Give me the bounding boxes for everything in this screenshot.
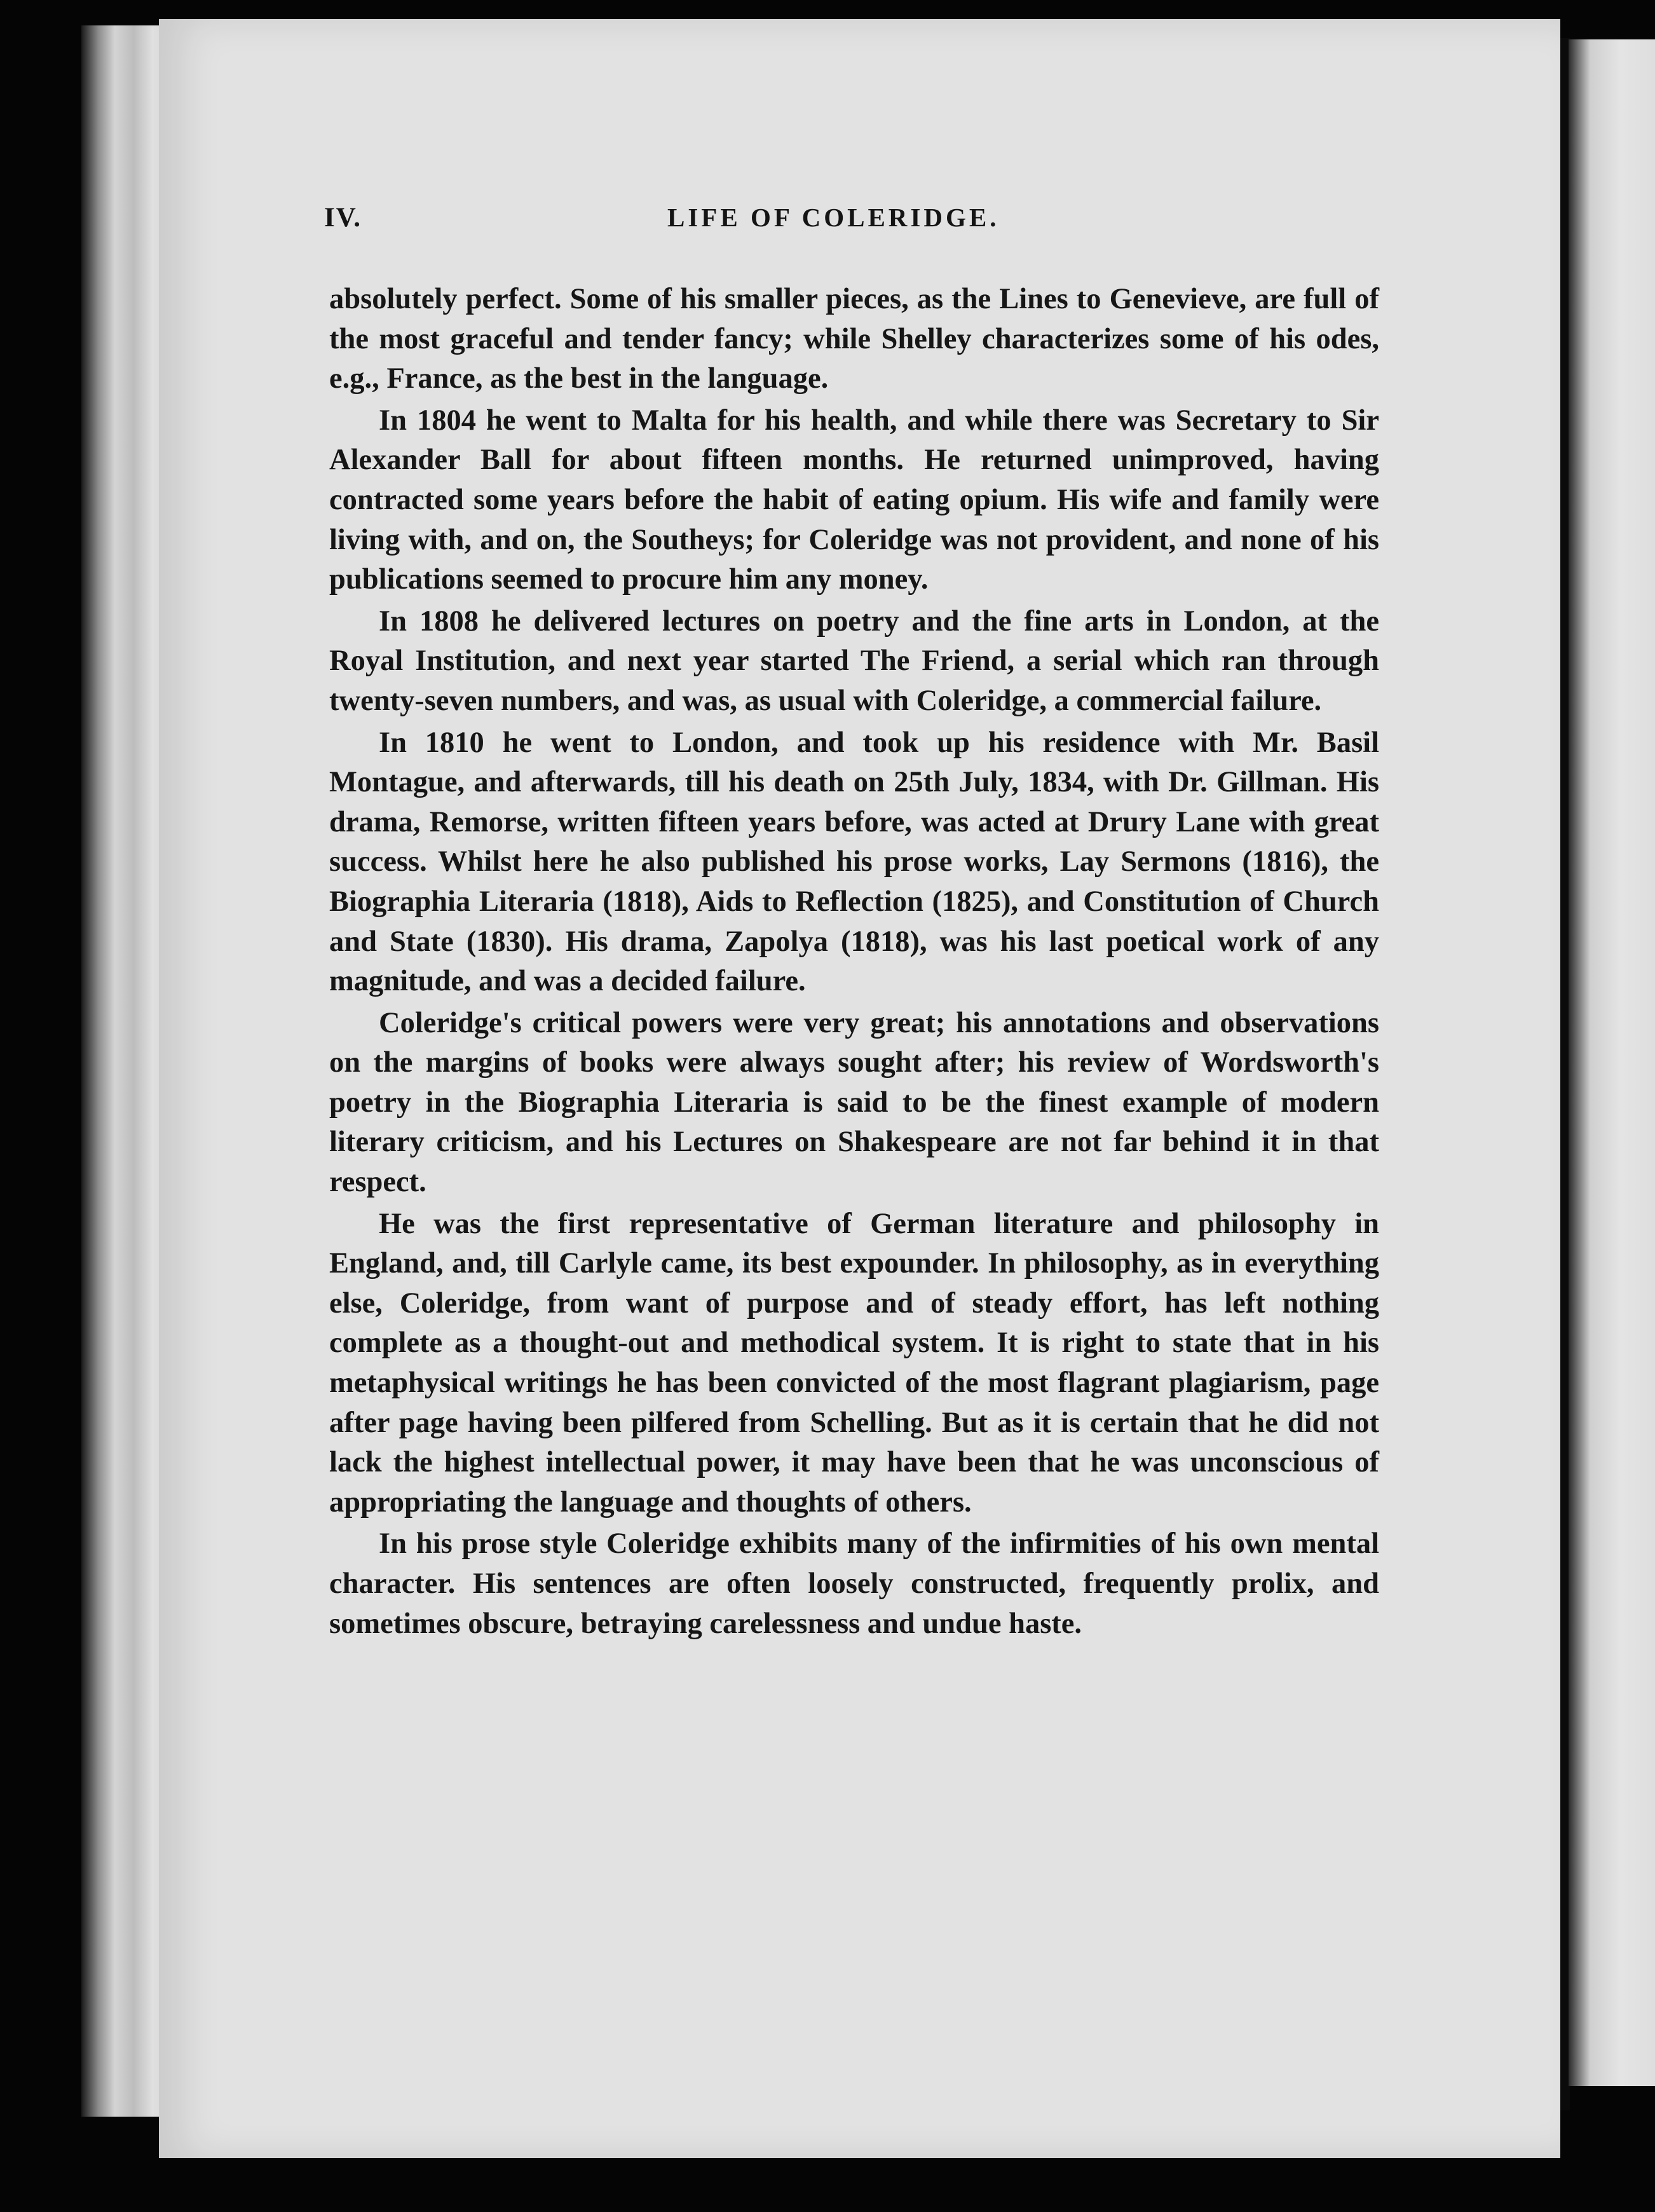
running-head bbox=[324, 202, 1379, 240]
page-number: IV. bbox=[324, 203, 362, 233]
facing-page-edge bbox=[1569, 39, 1655, 2086]
paragraph: He was the first representative of German literature and philosophy in England, and, till Carlyle came, its best expounder. In philosophy, as in everything else, Coleridge, from want of purpose and of steady effort, has left nothing complete as a thought-out and methodical system. It is right to state that in his metaphysical writings he has been convicted of the most flagrant plagiarism, page after page having been pilfered from Schelling. But as it is certain that he did not lack the highest intellectual power, it may have been that he was unconscious of appropriating the language and thoughts of others. bbox=[329, 1207, 1379, 1519]
paragraph: absolutely perfect. Some of his smaller pieces, as the Lines to Genevieve, are full of the most graceful and tender fancy; while Shelley characterizes some of his odes, e.g., France, as the best in the language. bbox=[329, 283, 1379, 395]
paragraph: In 1810 he went to London, and took up his residence with Mr. Basil Montague, and afterwards, till his death on 25th July, 1834, with Dr. Gillman. His drama, Remorse, written fifteen years before, was acted at Drury Lane with great success. Whilst here he also published his prose works, Lay Sermons (1816), the Biographia Literaria (1818), Aids to Reflection (1825), and Constitution of Church and State (1830). His drama, Zapolya (1818), was his last poetical work of any magnitude, and was a decided failure. bbox=[329, 726, 1379, 998]
paragraph: In his prose style Coleridge exhibits many of the infirmities of his own mental character. His sentences are often loosely constructed, frequently prolix, and sometimes obscure, betraying carelessness and undue haste. bbox=[329, 1527, 1379, 1640]
running-title: LIFE OF COLERIDGE. bbox=[667, 203, 1000, 232]
paragraph: Coleridge's critical powers were very great; his annotations and observations on the margins of books were always sought after; his review of Wordsworth's poetry in the Biographia Literaria is said to be the finest example of modern literary criticism, and his Lectures on Shakespeare are not far behind it in that respect. bbox=[329, 1006, 1379, 1199]
paragraph: In 1804 he went to Malta for his health, and while there was Secretary to Sir Alexander Ball for about fifteen months. He returned unimproved, having contracted some years before the habit of eating opium. His wife and family were living with, and on, the Southeys; for Coleridge was not provident, and none of his publications seemed to procure him any money. bbox=[329, 404, 1379, 596]
paragraph: In 1808 he delivered lectures on poetry and the fine arts in London, at the Royal Institution, and next year started The Friend, a serial which ran through twenty-seven numbers, and was, as usual with Coleridge, a commercial failure. bbox=[329, 604, 1379, 717]
body-text bbox=[329, 280, 1379, 1644]
